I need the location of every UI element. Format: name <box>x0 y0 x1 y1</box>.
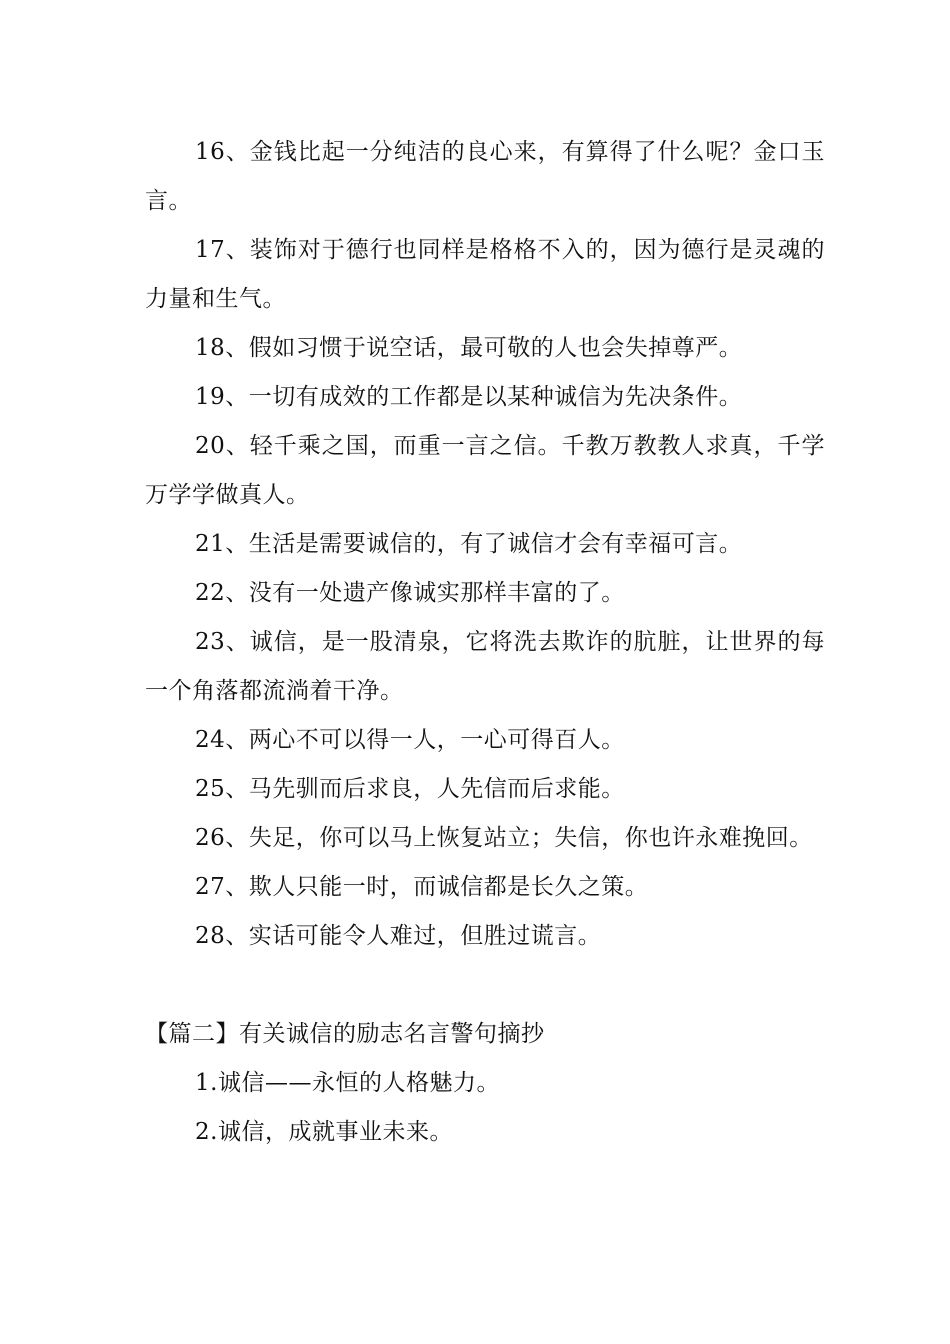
quote-28: 28、实话可能令人难过，但胜过谎言。 <box>195 923 602 949</box>
quote-23: 23、诚信，是一股清泉，它将洗去欺诈的肮脏，让世界的每一个角落都流淌着干净。 <box>145 629 825 704</box>
quote-16: 16、金钱比起一分纯洁的良心来，有算得了什么呢？金口玉言。 <box>145 139 825 214</box>
part-two-quote-1: 1.诚信——永恒的人格魅力。 <box>195 1070 500 1096</box>
document-content <box>145 128 825 1157</box>
section-title-part-two: 【篇二】有关诚信的励志名言警句摘抄 <box>145 1021 545 1047</box>
quote-24: 24、两心不可以得一人，一心可得百人。 <box>195 727 625 753</box>
quote-17: 17、装饰对于德行也同样是格格不入的，因为德行是灵魂的力量和生气。 <box>145 237 825 312</box>
quote-25: 25、马先驯而后求良，人先信而后求能。 <box>195 776 625 802</box>
quote-19: 19、一切有成效的工作都是以某种诚信为先决条件。 <box>195 384 743 410</box>
quote-21: 21、生活是需要诚信的，有了诚信才会有幸福可言。 <box>195 531 743 557</box>
quote-26: 26、失足，你可以马上恢复站立；失信，你也许永难挽回。 <box>195 825 813 851</box>
quote-22: 22、没有一处遗产像诚实那样丰富的了。 <box>195 580 625 606</box>
quote-27: 27、欺人只能一时，而诚信都是长久之策。 <box>195 874 649 900</box>
part-two-quote-2: 2.诚信，成就事业未来。 <box>195 1119 453 1145</box>
quote-18: 18、假如习惯于说空话，最可敬的人也会失掉尊严。 <box>195 335 743 361</box>
quote-20: 20、轻千乘之国，而重一言之信。千教万教教人求真，千学万学学做真人。 <box>145 433 825 508</box>
